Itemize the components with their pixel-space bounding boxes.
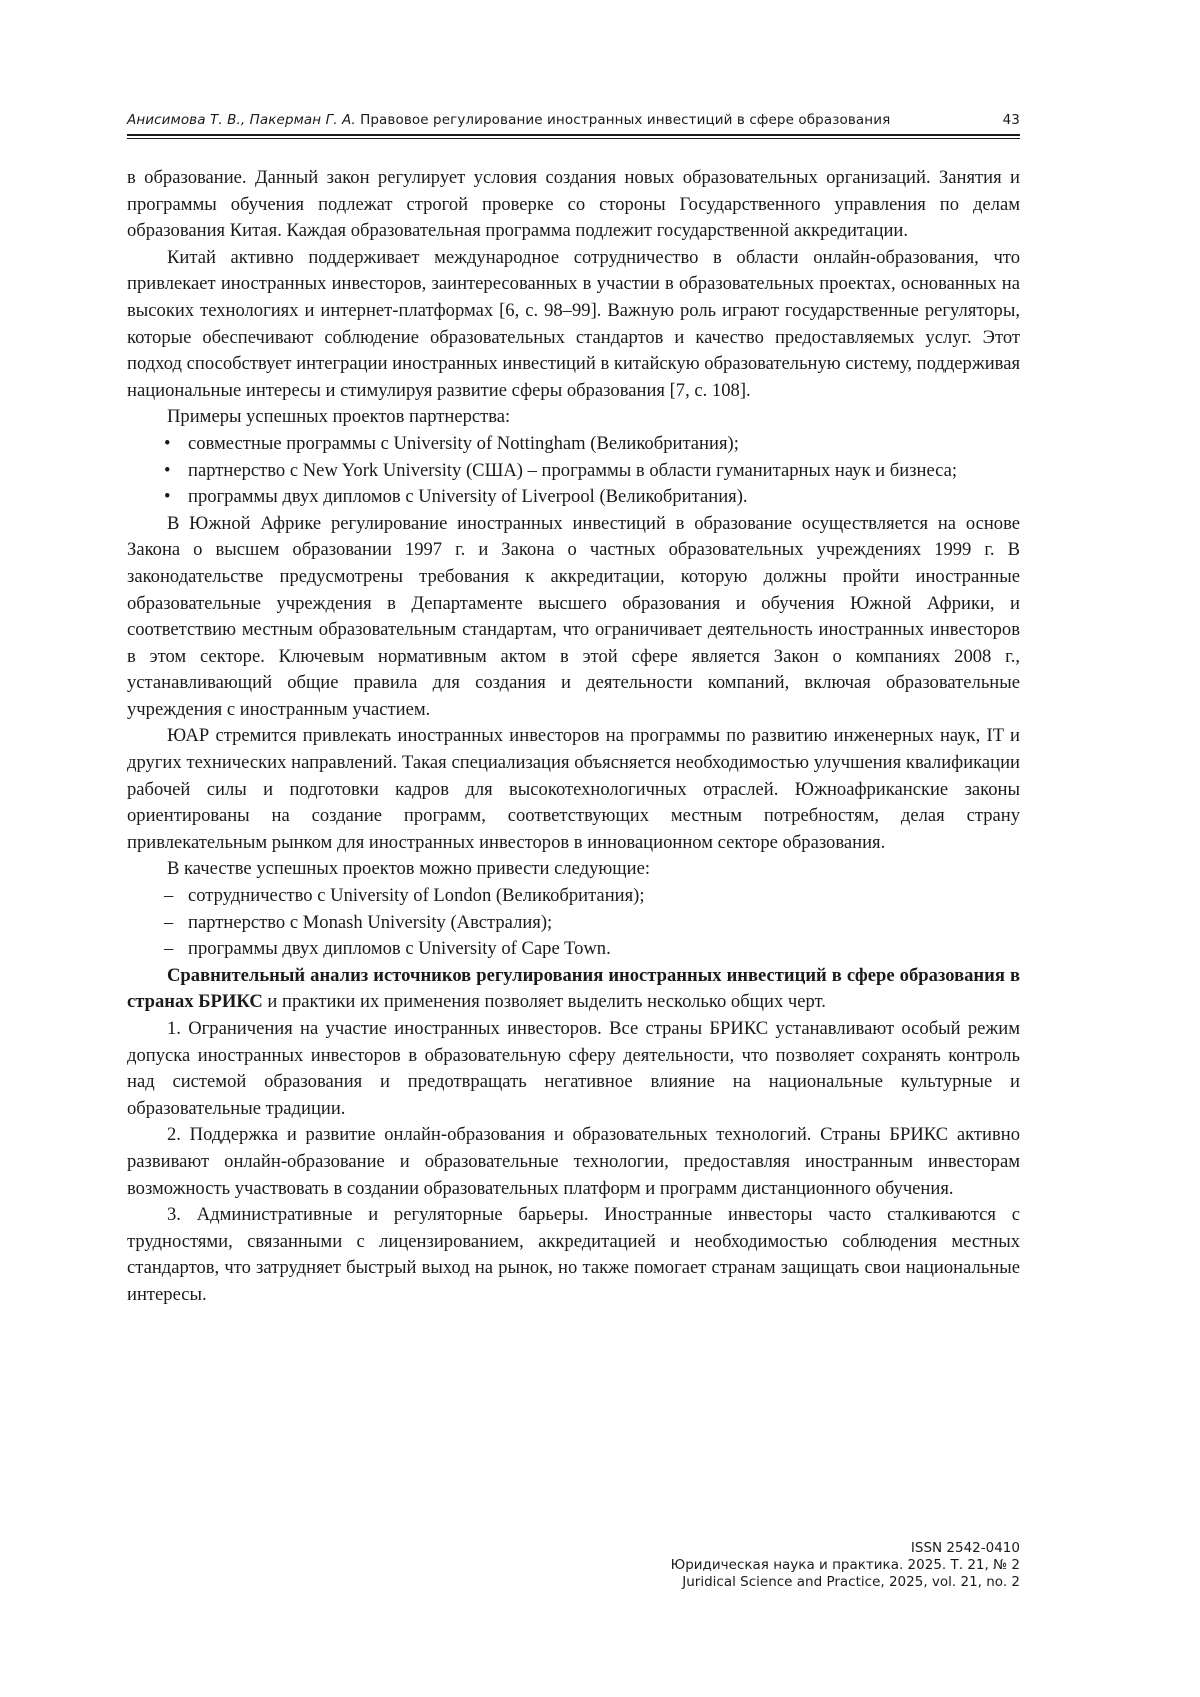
list-item bbox=[127, 484, 1020, 511]
list-item-text: партнерство с Monash University (Австралия); bbox=[188, 911, 553, 933]
header-rule-thin bbox=[127, 138, 1020, 139]
header-authors: Анисимова Т. В., Пакерман Г. А. bbox=[127, 112, 356, 128]
paragraph-point-2: 2. Поддержка и развитие онлайн-образования и образовательных технологий. Страны БРИКС активно развивают онлайн-образование и образовательные технологии, предоставляя иностранным инвесторам возможность участвовать в создании образовательных платформ и программ дистанционного обучения. bbox=[127, 1124, 1020, 1199]
paragraph-examples-intro: Примеры успешных проектов партнерства: bbox=[167, 406, 511, 428]
list-item-text: совместные программы с University of Nottingham (Великобритания); bbox=[188, 432, 739, 454]
list-item bbox=[127, 458, 1020, 485]
list-item-text: партнерство с New York University (США) – программы в области гуманитарных наук и бизнеса; bbox=[188, 459, 958, 481]
paragraph-point-1: 1. Ограничения на участие иностранных инвесторов. Все страны БРИКС устанавливают особый режим допуска иностранных инвесторов в образовательную сферу деятельности, что позволяет сохранять контроль над системой образования и предотвращать негативное влияние на национальные культурные и образовательные традиции. bbox=[127, 1018, 1020, 1119]
south-africa-examples-list bbox=[127, 883, 1020, 963]
journal-citation-ru: Юридическая наука и практика. 2025. Т. 21, № 2 bbox=[670, 1557, 1020, 1573]
bold-lead-phrase: Сравнительный анализ источников регулирования иностранных инвестиций в сфере образования в странах БРИКС bbox=[127, 964, 1020, 1013]
header-title: Правовое регулирование иностранных инвестиций в сфере образования bbox=[360, 112, 891, 128]
paragraph-comparative-analysis bbox=[127, 963, 1020, 1016]
bullet-mark: • bbox=[164, 486, 171, 508]
list-item bbox=[127, 936, 1020, 963]
article-body bbox=[127, 165, 1020, 1309]
list-item-text: программы двух дипломов с University of Cape Town. bbox=[188, 938, 611, 960]
issn: ISSN 2542-0410 bbox=[910, 1540, 1020, 1556]
dash-mark: – bbox=[164, 885, 174, 907]
list-item bbox=[127, 883, 1020, 910]
journal-citation-en: Juridical Science and Practice, 2025, vol. 21, no. 2 bbox=[682, 1574, 1020, 1590]
paragraph-point-3: 3. Административные и регуляторные барьеры. Иностранные инвесторы часто сталкиваются с трудностями, связанными с лицензированием, аккредитацией и необходимостью соблюдения местных стандартов, что затрудняет быстрый выход на рынок, но также помогает странам защищать свои национальные интересы. bbox=[127, 1204, 1020, 1305]
journal-footer bbox=[671, 1540, 1020, 1591]
paragraph-south-africa-regulation: В Южной Африке регулирование иностранных инвестиций в образование осуществляется на основе Закона о высшем образовании 1997 г. и Закона о частных образовательных учреждениях 1999 г. В законодательстве предусмотрены требования к аккредитации, которую должны пройти иностранные образовательные учреждения в Департаменте высшего образования и обучения Южной Африки, и соответствию местным образовательным стандартам, что ограничивает деятельность иностранных инвесторов в этом секторе. Ключевым нормативным актом в этой сфере является Закон о компаниях 2008 г., устанавливающий общие правила для создания и деятельности компаний, включая образовательные учреждения с иностранным участием. bbox=[127, 512, 1020, 720]
dash-mark: – bbox=[164, 911, 174, 933]
list-item bbox=[127, 431, 1020, 458]
lead-phrase-continuation: и практики их применения позволяет выделить несколько общих черт. bbox=[262, 991, 826, 1013]
paragraph-south-africa-investors: ЮАР стремится привлекать иностранных инвесторов на программы по развитию инженерных наук, IT и других технических направлений. Такая специализация объясняется необходимостью улучшения квалификации рабочей силы и подготовки кадров для высокотехнологичных отраслей. Южноафриканские законы ориентированы на создание программ, соответствующих местным потребностям, делая страну привлекательным рынком для иностранных инвесторов в инновационном секторе образования. bbox=[127, 725, 1020, 853]
bullet-mark: • bbox=[164, 459, 171, 481]
running-header bbox=[127, 112, 1020, 132]
list-item bbox=[127, 910, 1020, 937]
paragraph-continuation: в образование. Данный закон регулирует условия создания новых образовательных организаций. Занятия и программы обучения подлежат строгой проверке со стороны Государственного управления по делам образования Китая. Каждая образовательная программа подлежит государственной аккредитации. bbox=[127, 167, 1020, 242]
header-rule-thick bbox=[127, 134, 1020, 136]
paragraph-china-online-education: Китай активно поддерживает международное сотрудничество в области онлайн-образования, что привлекает иностранных инвесторов, заинтересованных в участии в образовательных проектах, основанных на высоких технологиях и интернет-платформах [6, с. 98–99]. Важную роль играют государственные регуляторы, которые обеспечивают соблюдение образовательных стандартов и качество предоставляемых услуг. Этот подход способствует интеграции иностранных инвестиций в китайскую образовательную систему, поддерживая национальные интересы и стимулируя развитие сферы образования [7, с. 108]. bbox=[127, 246, 1020, 401]
bullet-mark: • bbox=[164, 432, 171, 454]
paragraph-sa-examples-intro: В качестве успешных проектов можно привести следующие: bbox=[167, 858, 650, 880]
china-examples-list bbox=[127, 431, 1020, 511]
list-item-text: программы двух дипломов с University of Liverpool (Великобритания). bbox=[188, 486, 748, 508]
list-item-text: сотрудничество с University of London (Великобритания); bbox=[188, 885, 645, 907]
dash-mark: – bbox=[164, 938, 174, 960]
page-number: 43 bbox=[1002, 112, 1020, 128]
